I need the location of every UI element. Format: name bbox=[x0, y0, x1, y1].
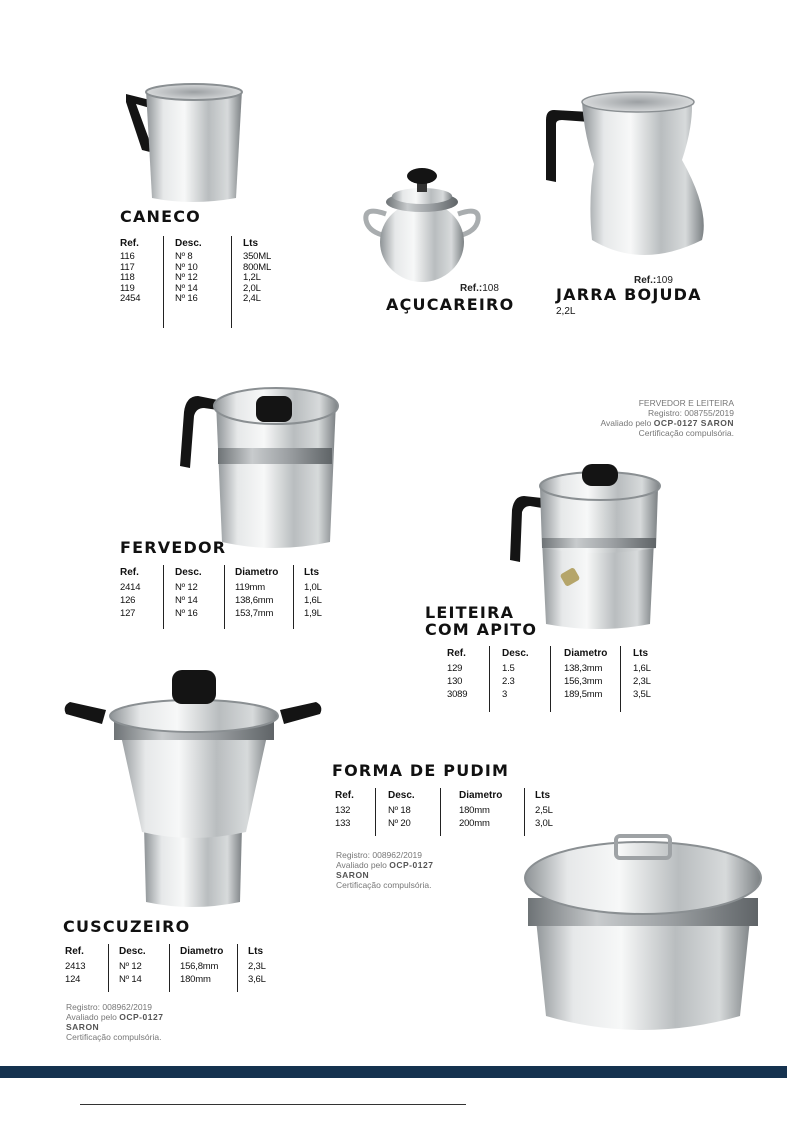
header-ref: Ref. bbox=[120, 238, 139, 249]
cell-lts: 800ML bbox=[243, 261, 272, 273]
cell-lts: 2,5L bbox=[535, 805, 553, 816]
cert-prefix: Avaliado pelo bbox=[66, 1012, 117, 1022]
cert-line bbox=[66, 1012, 163, 1022]
cell-lts: 3,0L bbox=[535, 818, 553, 829]
caneco-title: CANECO bbox=[120, 207, 201, 226]
cell-ref: 117 bbox=[120, 261, 135, 273]
cert-saron: SARON bbox=[336, 870, 370, 880]
cell-desc: Nº 8 bbox=[175, 251, 193, 262]
acucareiro-title: AÇUCAREIRO bbox=[386, 295, 515, 314]
header-lts: Lts bbox=[535, 790, 550, 801]
cert-ocp: OCP-0127 bbox=[119, 1012, 164, 1022]
jarra-image bbox=[542, 90, 712, 262]
footer-band bbox=[0, 1066, 787, 1078]
ref-label: Ref.: bbox=[460, 283, 483, 294]
cell-desc: Nº 10 bbox=[175, 261, 198, 273]
column-divider bbox=[524, 788, 525, 836]
leiteira-title-line2: COM APITO bbox=[425, 620, 538, 639]
column-divider bbox=[293, 565, 294, 629]
column-divider bbox=[224, 565, 225, 629]
cert-saron: SARON bbox=[66, 1022, 100, 1032]
cell-lts: 1,6L bbox=[304, 595, 322, 606]
cell-ref: 116 bbox=[120, 251, 135, 262]
cell-desc: Nº 12 bbox=[175, 582, 198, 593]
cell-ref: 124 bbox=[65, 974, 81, 985]
cell-diametro: 153,7mm bbox=[235, 608, 274, 619]
header-desc: Desc. bbox=[119, 946, 146, 957]
leiteira-title-line1: LEITEIRA bbox=[425, 603, 515, 622]
cert-ocp: OCP-0127 bbox=[389, 860, 434, 870]
cell-ref: 3089 bbox=[447, 689, 468, 700]
cell-lts: 3,6L bbox=[248, 974, 266, 985]
cell-diametro: 200mm bbox=[459, 818, 490, 829]
header-lts: Lts bbox=[304, 567, 319, 578]
cert-cuscuzeiro bbox=[66, 1002, 163, 1042]
column-divider bbox=[237, 944, 238, 992]
caneco-image bbox=[120, 80, 248, 208]
cell-desc: Nº 12 bbox=[175, 272, 198, 283]
caneco-spec-table bbox=[120, 236, 320, 331]
cell-desc: Nº 14 bbox=[119, 974, 142, 985]
column-divider bbox=[489, 646, 490, 712]
cell-diametro: 156,3mm bbox=[564, 676, 603, 687]
header-diametro: Diametro bbox=[235, 567, 279, 578]
cell-desc: 1.5 bbox=[502, 663, 515, 674]
cell-ref: 2454 bbox=[120, 293, 141, 304]
fervedor-image bbox=[176, 382, 342, 550]
fervedor-title: FERVEDOR bbox=[120, 538, 227, 557]
cert-line bbox=[336, 860, 433, 870]
header-diametro: Diametro bbox=[180, 946, 224, 957]
cell-ref: 129 bbox=[447, 663, 463, 674]
cert-line: Registro: 008962/2019 bbox=[336, 850, 423, 860]
cell-desc: Nº 12 bbox=[119, 961, 142, 972]
cert-line bbox=[336, 870, 433, 880]
cell-desc: 2.3 bbox=[502, 676, 515, 687]
cell-ref: 126 bbox=[120, 595, 136, 606]
cell-lts: 3,5L bbox=[633, 689, 651, 700]
ref-label: Ref.: bbox=[634, 275, 657, 286]
cert-prefix: Avaliado pelo bbox=[336, 860, 387, 870]
cell-lts: 2,0L bbox=[243, 282, 261, 294]
column-divider bbox=[163, 236, 164, 328]
cell-desc: Nº 20 bbox=[388, 818, 411, 829]
column-divider bbox=[375, 788, 376, 836]
column-divider bbox=[550, 646, 551, 712]
cell-ref: 119 bbox=[120, 282, 135, 294]
cell-lts: 1,6L bbox=[633, 663, 651, 674]
footer-rule bbox=[80, 1104, 466, 1105]
cell-desc: Nº 16 bbox=[175, 608, 198, 619]
cert-prefix: Avaliado pelo bbox=[600, 418, 652, 428]
cell-diametro: 180mm bbox=[180, 974, 211, 985]
cert-line: Certificação compulsória. bbox=[336, 880, 432, 890]
cell-lts: 1,9L bbox=[304, 608, 322, 619]
cert-fervedor-leiteira bbox=[601, 398, 734, 438]
header-desc: Desc. bbox=[502, 648, 529, 659]
cell-ref: 118 bbox=[120, 272, 135, 283]
cert-line: FERVEDOR E LEITEIRA bbox=[638, 398, 734, 408]
cell-desc: Nº 18 bbox=[388, 805, 411, 816]
ref-value: 109 bbox=[656, 275, 673, 286]
cert-line bbox=[601, 418, 734, 428]
forma-image bbox=[520, 830, 766, 1038]
cell-lts: 350ML bbox=[243, 251, 272, 262]
jarra-title: JARRA BOJUDA bbox=[556, 285, 702, 304]
cert-line: Certificação compulsória. bbox=[66, 1032, 162, 1042]
header-diametro: Diametro bbox=[459, 790, 503, 801]
cell-lts: 1,2L bbox=[243, 272, 261, 283]
header-ref: Ref. bbox=[447, 648, 466, 659]
column-divider bbox=[163, 565, 164, 629]
cell-diametro: 138,3mm bbox=[564, 663, 603, 674]
cuscuzeiro-title: CUSCUZEIRO bbox=[63, 917, 191, 936]
cell-lts: 2,3L bbox=[248, 961, 266, 972]
cell-lts: 2,3L bbox=[633, 676, 651, 687]
header-diametro: Diametro bbox=[564, 648, 608, 659]
cell-ref: 127 bbox=[120, 608, 136, 619]
leiteira-spec-table bbox=[447, 646, 667, 716]
header-lts: Lts bbox=[633, 648, 648, 659]
header-ref: Ref. bbox=[120, 567, 139, 578]
cell-desc: Nº 14 bbox=[175, 282, 198, 294]
column-divider bbox=[440, 788, 441, 836]
fervedor-spec-table bbox=[120, 565, 340, 635]
ref-value: 108 bbox=[482, 283, 499, 294]
forma-title: FORMA DE PUDIM bbox=[332, 761, 510, 780]
header-desc: Desc. bbox=[175, 238, 202, 249]
cert-line bbox=[66, 1022, 163, 1032]
cell-lts: 2,4L bbox=[243, 293, 261, 304]
header-desc: Desc. bbox=[388, 790, 415, 801]
jarra-capacity: 2,2L bbox=[556, 306, 576, 317]
column-divider bbox=[231, 236, 232, 328]
cell-ref: 130 bbox=[447, 676, 463, 687]
cell-ref: 2414 bbox=[120, 582, 141, 593]
cell-diametro: 119mm bbox=[235, 582, 265, 593]
cell-ref: 132 bbox=[335, 805, 351, 816]
cert-ocp: OCP-0127 SARON bbox=[653, 418, 734, 428]
cell-lts: 1,0L bbox=[304, 582, 322, 593]
header-desc: Desc. bbox=[175, 567, 202, 578]
cell-diametro: 180mm bbox=[459, 805, 490, 816]
cell-ref: 133 bbox=[335, 818, 351, 829]
column-divider bbox=[108, 944, 109, 992]
cert-line: Registro: 008755/2019 bbox=[647, 408, 734, 418]
cell-diametro: 156,8mm bbox=[180, 961, 219, 972]
cert-line: Certificação compulsória. bbox=[638, 428, 734, 438]
header-ref: Ref. bbox=[65, 946, 84, 957]
cuscuzeiro-spec-table bbox=[65, 944, 285, 994]
cell-diametro: 189,5mm bbox=[564, 689, 603, 700]
cert-line: Registro: 008962/2019 bbox=[66, 1002, 153, 1012]
acucareiro-ref bbox=[460, 283, 499, 294]
cell-desc: 3 bbox=[502, 689, 508, 700]
cert-forma bbox=[336, 850, 433, 890]
cell-ref: 2413 bbox=[65, 961, 86, 972]
column-divider bbox=[169, 944, 170, 992]
cell-desc: Nº 14 bbox=[175, 595, 198, 606]
cuscuzeiro-image bbox=[62, 666, 324, 910]
header-ref: Ref. bbox=[335, 790, 354, 801]
header-lts: Lts bbox=[248, 946, 263, 957]
column-divider bbox=[620, 646, 621, 712]
acucareiro-image bbox=[360, 162, 484, 286]
leiteira-image bbox=[506, 454, 662, 630]
cell-desc: Nº 16 bbox=[175, 293, 198, 304]
cell-diametro: 138,6mm bbox=[235, 595, 274, 606]
header-lts: Lts bbox=[243, 238, 258, 249]
